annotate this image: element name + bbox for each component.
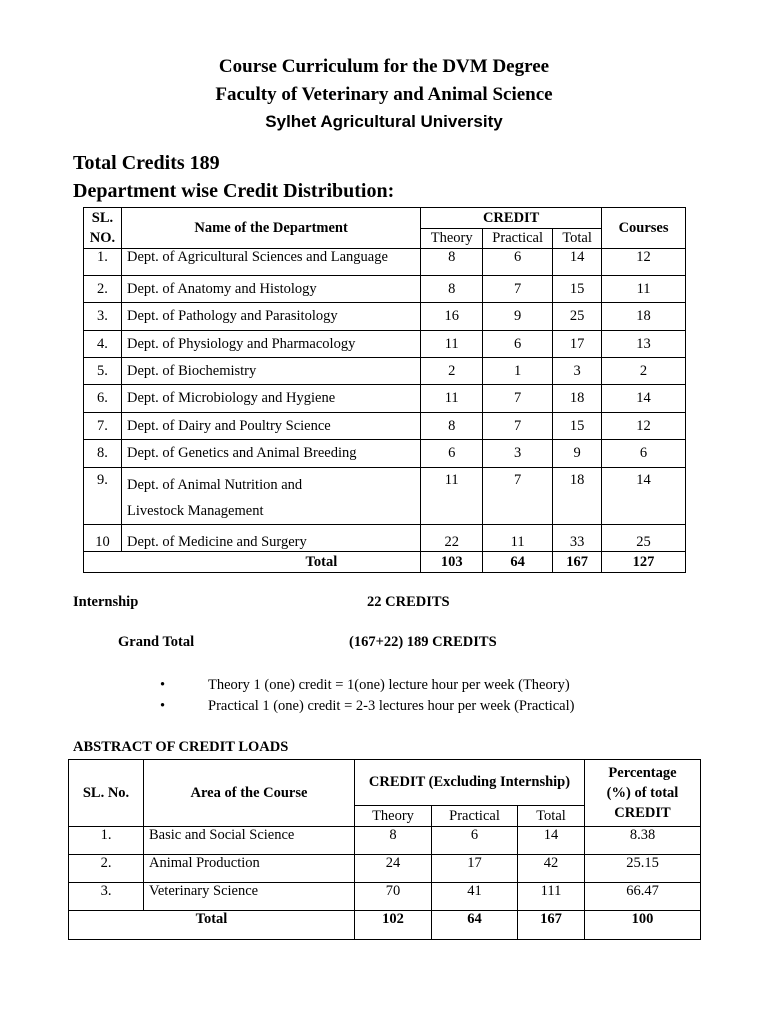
dept-total: 9 xyxy=(553,440,602,468)
bullet-text: Theory 1 (one) credit = 1(one) lecture hour per week (Theory) xyxy=(208,677,570,693)
abstract-total-total: 167 xyxy=(518,911,585,940)
dept-sl: 10 xyxy=(84,525,122,552)
dept-header-row xyxy=(84,208,686,229)
dept-theory: 8 xyxy=(421,413,483,440)
dept-total: 14 xyxy=(553,249,602,276)
dept-sl: 1. xyxy=(84,249,122,276)
internship-label: Internship xyxy=(73,594,139,610)
abstract-total: 14 xyxy=(518,827,585,855)
abstract-sl: 1. xyxy=(69,827,144,855)
dept-theory: 8 xyxy=(421,276,483,303)
dept-theory: 6 xyxy=(421,440,483,468)
dept-practical: 7 xyxy=(483,385,553,413)
abstract-theory: 8 xyxy=(355,827,432,855)
dept-name: Dept. of Anatomy and Histology xyxy=(121,276,420,303)
table-row xyxy=(84,358,686,385)
dept-practical: 9 xyxy=(483,303,553,331)
abstract-percent: 25.15 xyxy=(585,855,701,883)
dept-courses: 18 xyxy=(602,303,686,331)
dept-sl: 6. xyxy=(84,385,122,413)
dept-total-theory: 103 xyxy=(421,552,483,573)
abstract-total-theory: 102 xyxy=(355,911,432,940)
table-row xyxy=(69,883,701,911)
dept-total: 15 xyxy=(553,413,602,440)
abstract-total-row xyxy=(69,911,701,940)
dept-name: Dept. of Microbiology and Hygiene xyxy=(121,385,420,413)
dept-sl: 4. xyxy=(84,331,122,358)
dept-practical: 1 xyxy=(483,358,553,385)
abstract-total: 111 xyxy=(518,883,585,911)
table-row xyxy=(84,331,686,358)
abstract-col-theory: Theory xyxy=(355,806,432,827)
dept-sl: 9. xyxy=(84,468,122,525)
table-row xyxy=(69,827,701,855)
dept-name: Dept. of Animal Nutrition and Livestock Management xyxy=(121,468,420,525)
abstract-percent: 8.38 xyxy=(585,827,701,855)
grand-total-value: (167+22) 189 CREDITS xyxy=(349,634,497,650)
abstract-col-practical: Practical xyxy=(432,806,518,827)
abstract-heading: ABSTRACT OF CREDIT LOADS xyxy=(73,739,289,755)
abstract-col-credit: CREDIT (Excluding Internship) xyxy=(355,760,585,806)
abstract-col-percent: Percentage (%) of total CREDIT xyxy=(585,760,701,827)
dept-name: Dept. of Pathology and Parasitology xyxy=(121,303,420,331)
dept-total: 33 xyxy=(553,525,602,552)
dept-courses: 13 xyxy=(602,331,686,358)
total-credits: Total Credits 189 xyxy=(73,152,220,174)
dept-courses: 12 xyxy=(602,249,686,276)
abstract-area: Basic and Social Science xyxy=(144,827,355,855)
dept-practical: 6 xyxy=(483,331,553,358)
table-row xyxy=(84,440,686,468)
dept-sl: 8. xyxy=(84,440,122,468)
abstract-col-total: Total xyxy=(518,806,585,827)
title-line-3: Sylhet Agricultural University xyxy=(265,112,503,131)
abstract-total: 42 xyxy=(518,855,585,883)
table-row xyxy=(69,855,701,883)
dept-total-label: Total xyxy=(84,552,421,573)
dept-total: 18 xyxy=(553,468,602,525)
dept-practical: 7 xyxy=(483,468,553,525)
dept-courses: 14 xyxy=(602,385,686,413)
table-row xyxy=(84,249,686,276)
dept-total: 17 xyxy=(553,331,602,358)
abstract-sl: 3. xyxy=(69,883,144,911)
dept-col-total: Total xyxy=(553,229,602,249)
title-line-1: Course Curriculum for the DVM Degree xyxy=(218,56,550,77)
abstract-col-sl: SL. No. xyxy=(69,760,144,827)
dept-name: Dept. of Agricultural Sciences and Language xyxy=(121,249,420,276)
dept-sl: 5. xyxy=(84,358,122,385)
abstract-practical: 41 xyxy=(432,883,518,911)
table-row xyxy=(84,385,686,413)
abstract-total-percent: 100 xyxy=(585,911,701,940)
dept-col-sl: SL. NO. xyxy=(84,208,122,249)
dept-theory: 8 xyxy=(421,249,483,276)
abstract-header-row xyxy=(69,760,701,806)
dept-courses: 12 xyxy=(602,413,686,440)
dept-name: Dept. of Medicine and Surgery xyxy=(121,525,420,552)
table-row xyxy=(84,468,686,525)
abstract-practical: 17 xyxy=(432,855,518,883)
abstract-credit-table xyxy=(68,759,701,940)
dept-name: Dept. of Physiology and Pharmacology xyxy=(121,331,420,358)
grand-total-label: Grand Total xyxy=(118,634,195,650)
dept-practical: 6 xyxy=(483,249,553,276)
dept-courses: 11 xyxy=(602,276,686,303)
abstract-total-label: Total xyxy=(69,911,355,940)
abstract-practical: 6 xyxy=(432,827,518,855)
dept-courses: 2 xyxy=(602,358,686,385)
dept-heading: Department wise Credit Distribution: xyxy=(73,180,395,202)
abstract-col-area: Area of the Course xyxy=(144,760,355,827)
bullet-icon: • xyxy=(160,698,166,714)
bullet-text: Practical 1 (one) credit = 2-3 lectures hour per week (Practical) xyxy=(208,698,575,714)
title-line-2: Faculty of Veterinary and Animal Science xyxy=(215,84,553,105)
dept-name: Dept. of Dairy and Poultry Science xyxy=(121,413,420,440)
table-row xyxy=(84,413,686,440)
abstract-theory: 24 xyxy=(355,855,432,883)
dept-name: Dept. of Genetics and Animal Breeding xyxy=(121,440,420,468)
dept-total-total: 167 xyxy=(553,552,602,573)
dept-col-credit: CREDIT xyxy=(421,208,602,229)
dept-theory: 11 xyxy=(421,468,483,525)
dept-sl: 2. xyxy=(84,276,122,303)
dept-practical: 7 xyxy=(483,413,553,440)
dept-total-row xyxy=(84,552,686,573)
abstract-area: Animal Production xyxy=(144,855,355,883)
dept-col-courses: Courses xyxy=(602,208,686,249)
table-row xyxy=(84,276,686,303)
table-row xyxy=(84,303,686,331)
dept-total-courses: 127 xyxy=(602,552,686,573)
dept-theory: 22 xyxy=(421,525,483,552)
dept-name: Dept. of Biochemistry xyxy=(121,358,420,385)
dept-sl: 7. xyxy=(84,413,122,440)
dept-total: 3 xyxy=(553,358,602,385)
dept-practical: 11 xyxy=(483,525,553,552)
dept-theory: 2 xyxy=(421,358,483,385)
abstract-total-practical: 64 xyxy=(432,911,518,940)
dept-theory: 16 xyxy=(421,303,483,331)
dept-total: 25 xyxy=(553,303,602,331)
abstract-percent: 66.47 xyxy=(585,883,701,911)
dept-practical: 7 xyxy=(483,276,553,303)
dept-credit-table xyxy=(83,207,686,573)
abstract-area: Veterinary Science xyxy=(144,883,355,911)
abstract-sl: 2. xyxy=(69,855,144,883)
dept-col-theory: Theory xyxy=(421,229,483,249)
dept-theory: 11 xyxy=(421,331,483,358)
dept-courses: 14 xyxy=(602,468,686,525)
dept-total: 15 xyxy=(553,276,602,303)
dept-col-practical: Practical xyxy=(483,229,553,249)
dept-col-name: Name of the Department xyxy=(121,208,420,249)
internship-value: 22 CREDITS xyxy=(367,594,450,610)
dept-theory: 11 xyxy=(421,385,483,413)
dept-courses: 6 xyxy=(602,440,686,468)
dept-practical: 3 xyxy=(483,440,553,468)
dept-total-practical: 64 xyxy=(483,552,553,573)
abstract-theory: 70 xyxy=(355,883,432,911)
dept-total: 18 xyxy=(553,385,602,413)
dept-sl: 3. xyxy=(84,303,122,331)
bullet-icon: • xyxy=(160,677,166,693)
table-row xyxy=(84,525,686,552)
dept-courses: 25 xyxy=(602,525,686,552)
